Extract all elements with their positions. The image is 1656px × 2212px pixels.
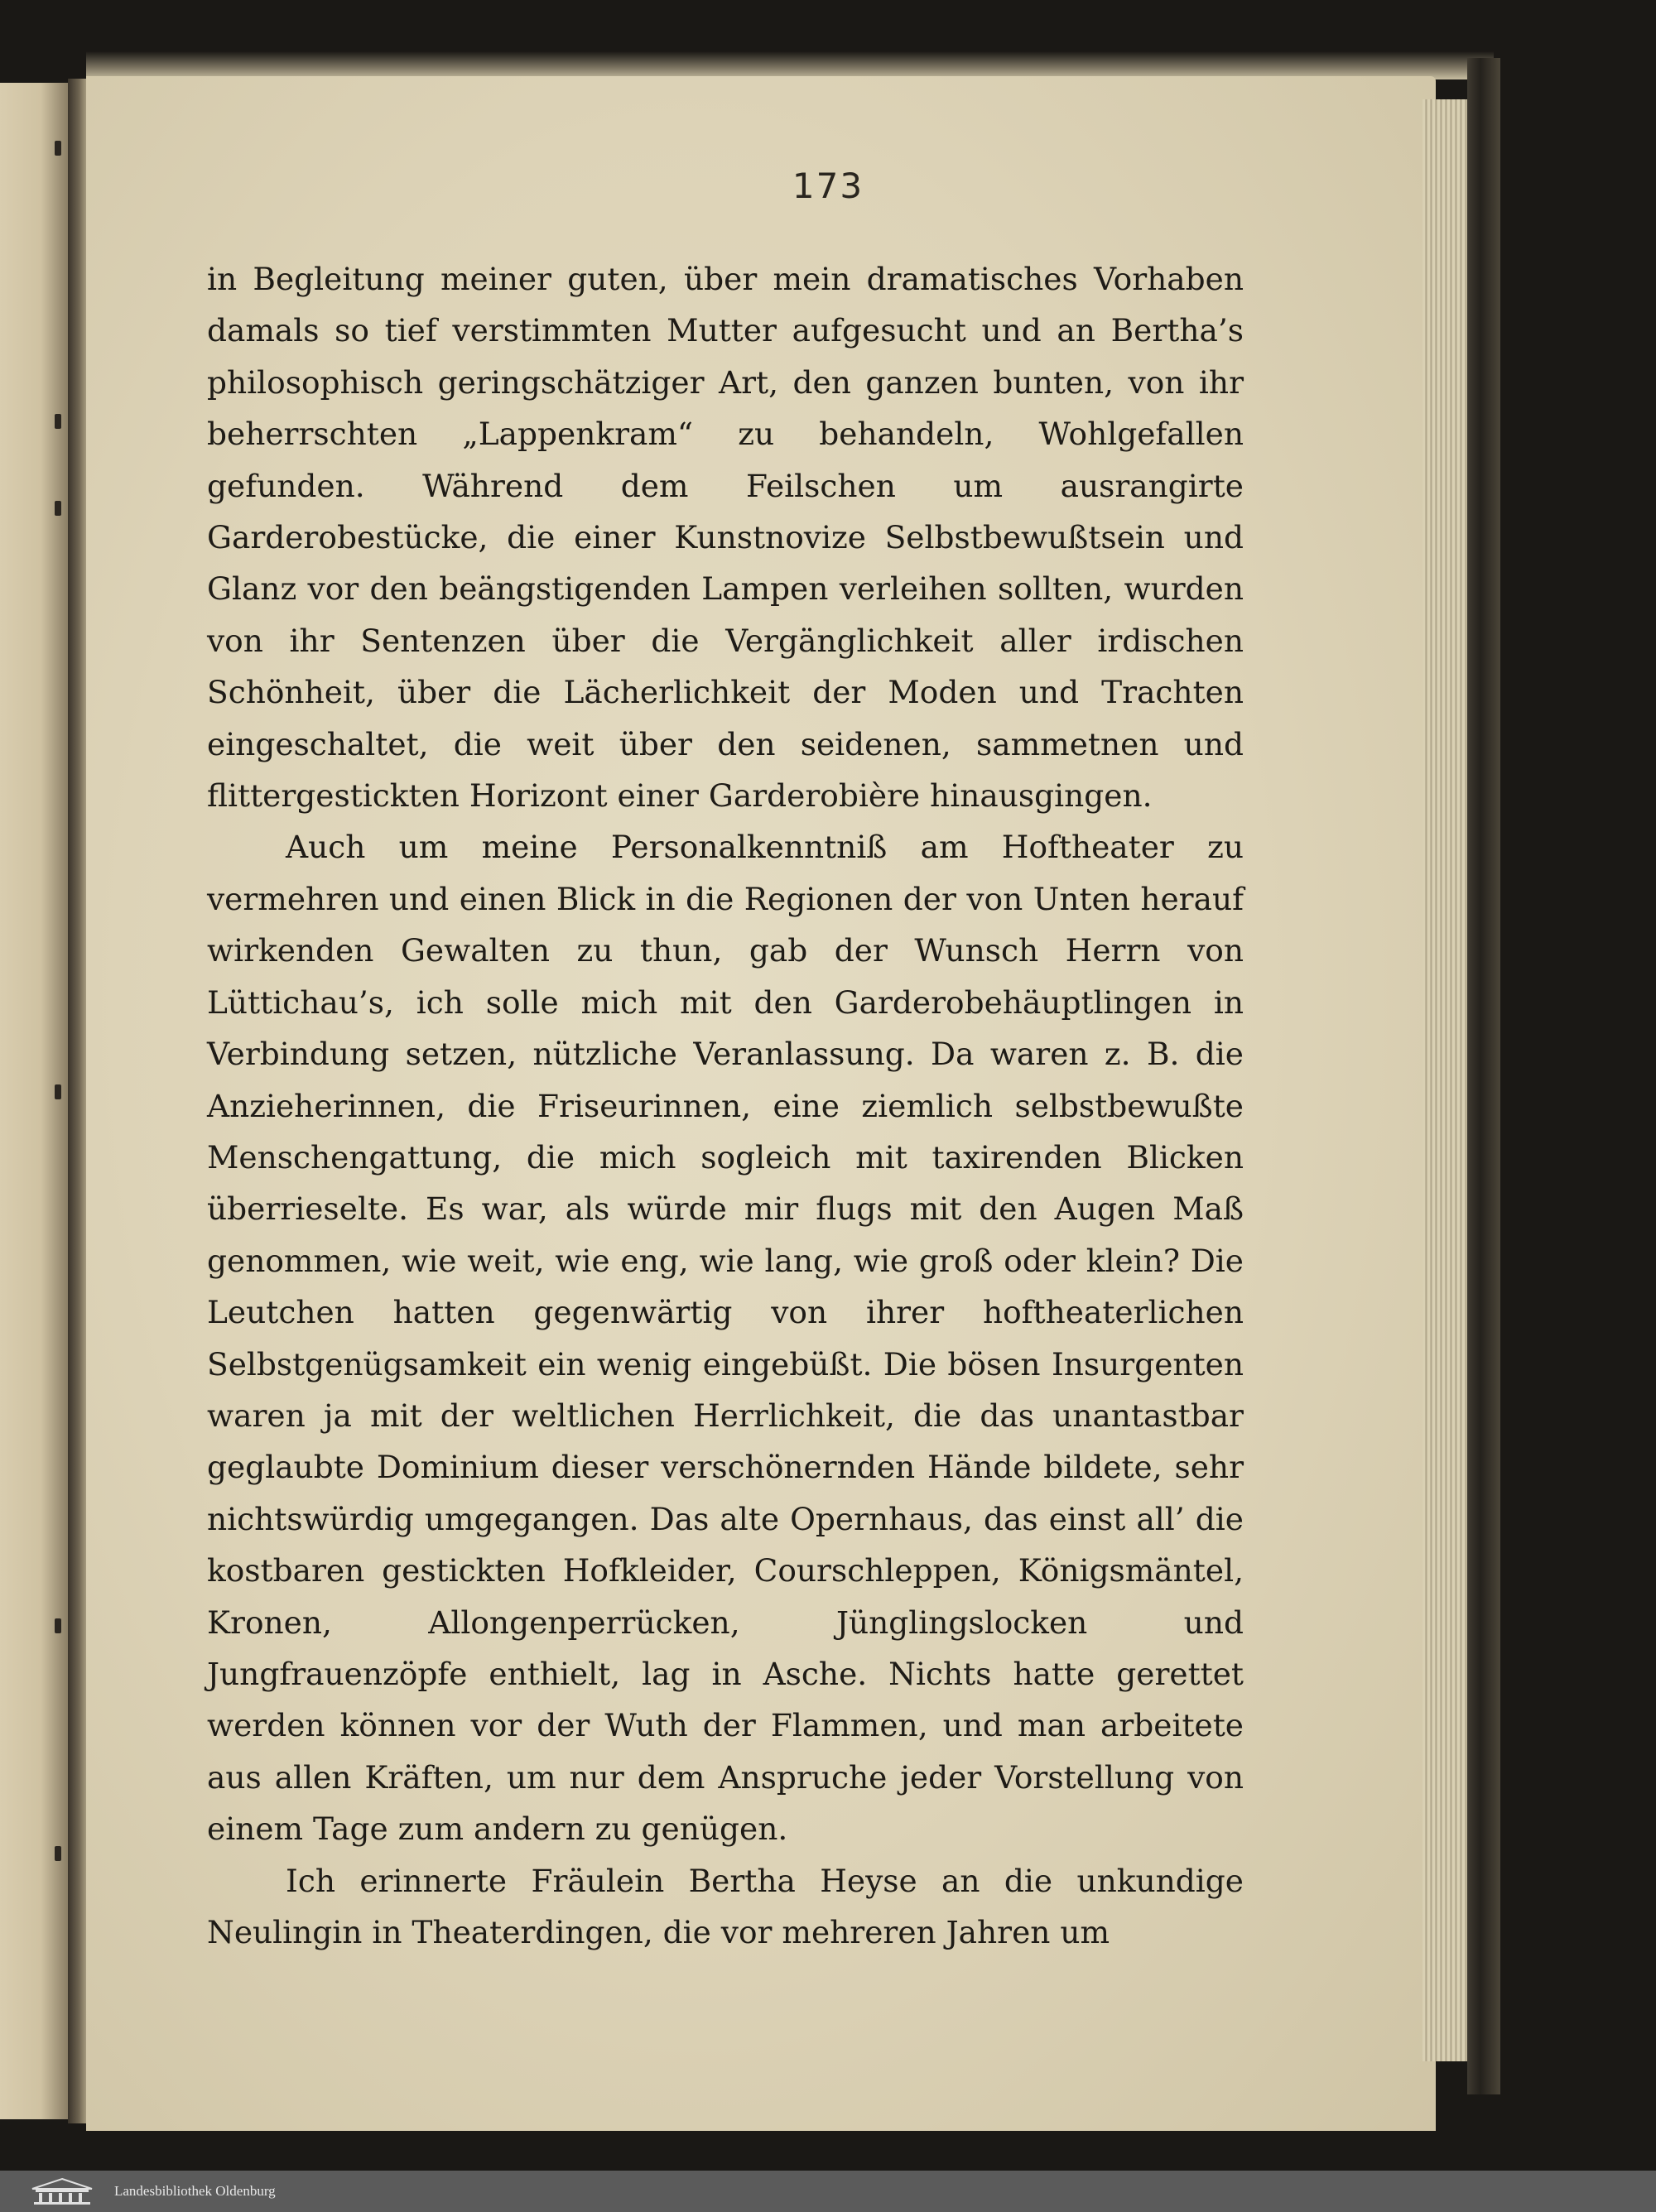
binding-thread-mark [55,141,61,156]
binding-thread-mark [55,501,61,516]
library-building-icon [25,2176,99,2207]
binding-thread-mark [55,414,61,429]
paragraph: in Begleitung meiner guten, über mein dramatisches Vorhaben damals so tief verstimmten Mutter aufgesucht und an Bertha’s philosophisch geringschätziger Art, den ganzen bunten, von ihr beherrschten „Lappenkram“ zu behandeln, Wohlgefallen gefunden. Während dem Feilschen um ausrangirte Garderobestücke, die einer Kunstnovize Selbstbewußtsein und Glanz vor den beängstigenden Lampen verleihen sollten, wurden von ihr Sentenzen über die Vergänglichkeit aller irdischen Schönheit, über die Lächerlichkeit der Moden und Trachten eingeschaltet, die weit über den seidenen, sammetnen und flittergestickten Horizont einer Garderobière hinausgingen. [207,261,1244,815]
left-page-edge [0,83,70,2119]
binding-thread-mark [55,1618,61,1633]
page-top-edge [86,51,1494,79]
binding-thread-mark [55,1846,61,1861]
library-name: Landesbibliothek Oldenburg [114,2183,276,2199]
book-cover-edge [1467,58,1500,2094]
binding-thread-mark [55,1084,61,1099]
paragraph: Ich erinnerte Fräulein Bertha Heyse an die unkundige Neulingin in Theaterdingen, die vor mehreren Jahren um [207,1862,1244,1950]
page-number: 173 [792,166,864,206]
page-body-text [207,253,1244,1958]
page-fore-edges [1423,99,1469,2061]
paragraph: Auch um meine Personalkenntniß am Hoftheater zu vermehren und einen Blick in die Regionen der von Unten herauf wirkenden Gewalten zu thun, gab der Wunsch Herrn von Lüttichau’s, ich solle mich mit den Garderobehäuptlingen in Verbindung setzen, nützliche Veranlassung. Da waren z. B. die Anzieherinnen, die Friseurinnen, eine ziemlich selbstbewußte Menschengattung, die mich sogleich mit taxirenden Blicken überrieselte. Es war, als würde mir flugs mit den Augen Maß genommen, wie weit, wie eng, wie lang, wie groß oder klein? Die Leutchen hatten gegenwärtig von ihrer hoftheaterlichen Selbstgenügsamkeit ein wenig eingebüßt. Die bösen Insurgenten waren ja mit der weltlichen Herrlichkeit, die das unantastbar geglaubte Dominium dieser verschönernden Hände bildete, sehr nichtswürdig umgegangen. Das alte Opernhaus, das einst all’ die kostbaren gestickten Hofkleider, Courschleppen, Königsmäntel, Kronen, Allongenperrücken, Jünglingslocken und Jungfrauenzöpfe enthielt, lag in Asche. Nichts hatte gerettet werden können vor der Wuth der Flammen, und man arbeitete aus allen Kräften, um nur dem Anspruche jeder Vorstellung von einem Tage zum andern zu genügen. [207,829,1244,1848]
viewer-footer-bar [0,2171,1656,2212]
